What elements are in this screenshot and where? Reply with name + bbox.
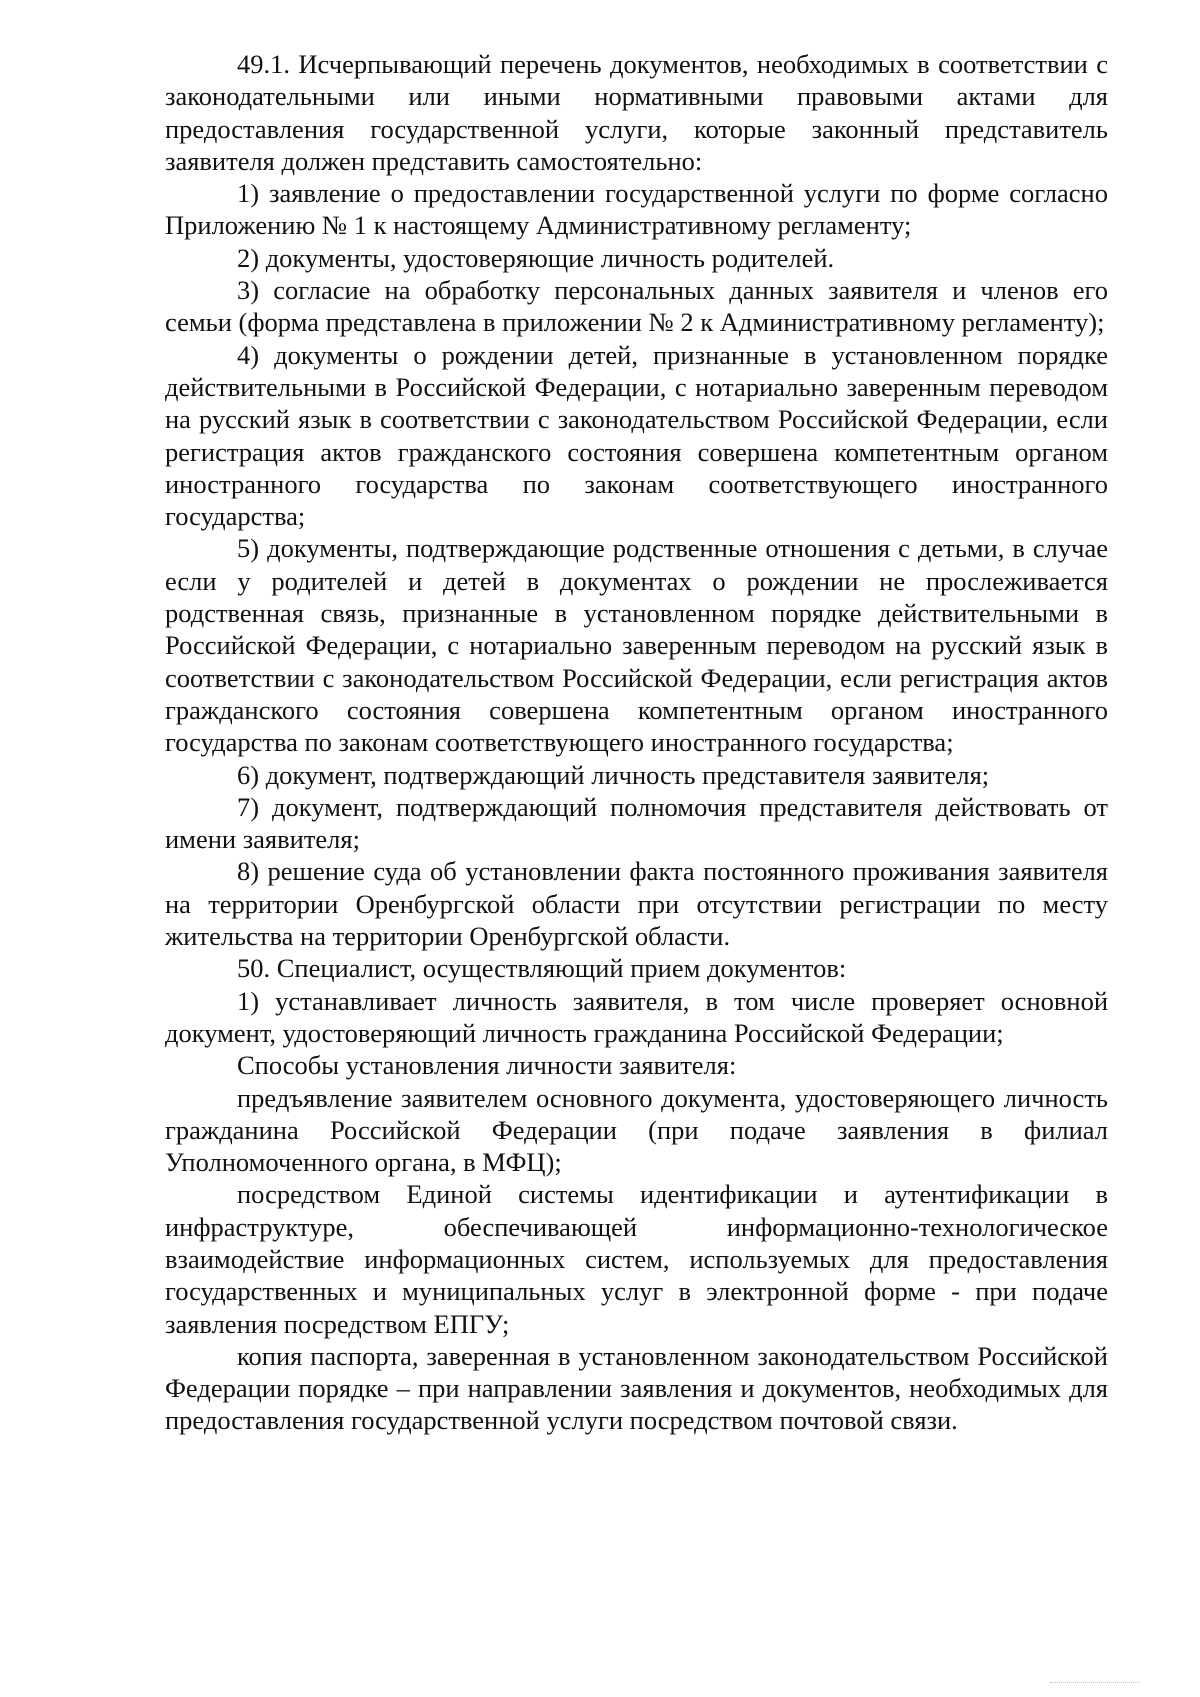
- list-item-kinship-documents: 5) документы, подтверждающие родственные отношения с детьми, в случае если у родителей и детей в документах о рождении не прослеживается родственная связь, признанные в установленном порядке действительными в Российской Федерации, с нотариально заверенным переводом на русский язык в соответствии с законодательством Российской Федерации, если регистрация актов гражданского состояния совершена компетентным органом иностранного государства по законам соответствующего иностранного государства;: [165, 533, 1108, 758]
- list-item-parents-id: 2) документы, удостоверяющие личность родителей.: [237, 242, 835, 273]
- list-item-representative-authority: 7) документ, подтверждающий полномочия представителя действовать от имени заявителя;: [165, 791, 1108, 855]
- list-item-identity-check: 1) устанавливает личность заявителя, в том числе проверяет основной документ, удостоверяющий личность гражданина Российской Федерации;: [165, 985, 1108, 1048]
- document-page: [165, 48, 1108, 1437]
- paragraph-50-specialist: 50. Специалист, осуществляющий прием документов:: [237, 953, 847, 984]
- list-item-birth-documents: 4) документы о рождении детей, признанные в установленном порядке действительными в Российской Федерации, с нотариально заверенным переводом на русский язык в соответствии с законодательством Российской Федерации, если регистрация актов гражданского состояния совершена компетентным органом иностранного государства по законам соответствующего иностранного государства;: [165, 339, 1108, 532]
- list-item-application: 1) заявление о предоставлении государственной услуги по форме согласно Приложению № 1 к настоящему Административному регламенту;: [165, 178, 1108, 241]
- list-item-data-consent: 3) согласие на обработку персональных данных заявителя и членов его семьи (форма представлена в приложении № 2 к Административному регламенту);: [165, 275, 1108, 338]
- method-esia: посредством Единой системы идентификации и аутентификации в инфраструктуре, обеспечивающей информационно-технологическое взаимодействие информационных систем, используемых для предоставления государственных и муниципальных услуг в электронной форме - при подаче заявления посредством ЕПГУ;: [165, 1179, 1108, 1339]
- paragraph-49-1-intro: 49.1. Исчерпывающий перечень документов, необходимых в соответствии с законодательными или иными нормативными правовыми актами для предоставления государственной услуги, которые законный представитель заявителя должен представить самостоятельно:: [165, 49, 1108, 176]
- scan-artifact: [1050, 1682, 1140, 1685]
- identification-methods-heading: Способы установления личности заявителя:: [237, 1050, 737, 1081]
- list-item-representative-id: 6) документ, подтверждающий личность представителя заявителя;: [237, 759, 990, 790]
- method-passport-copy: копия паспорта, заверенная в установленном законодательством Российской Федерации порядке – при направлении заявления и документов, необходимых для предоставления государственной услуги посредством почтовой связи.: [165, 1340, 1108, 1436]
- method-passport-presentation: предъявление заявителем основного документа, удостоверяющего личность гражданина Российской Федерации (при подаче заявления в филиал Уполномоченного органа, в МФЦ);: [165, 1082, 1108, 1178]
- list-item-court-decision: 8) решение суда об установлении факта постоянного проживания заявителя на территории Оренбургской области при отсутствии регистрации по месту жительства на территории Оренбургской области.: [165, 856, 1108, 952]
